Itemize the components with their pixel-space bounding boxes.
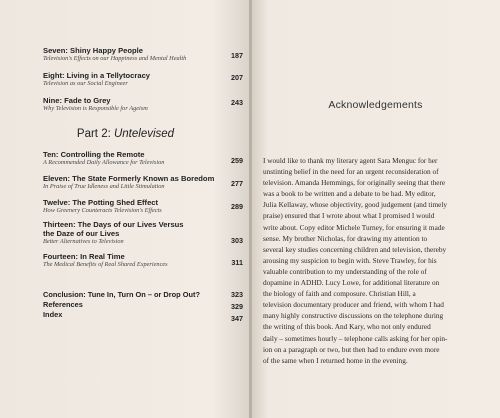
body-line: arousing my suspicion to begin with. Steve Trawley, for his <box>263 255 437 265</box>
toc-backmatter-entry <box>43 300 243 310</box>
acknowledgements-body <box>263 155 493 366</box>
book-spine <box>249 0 252 418</box>
part-heading <box>0 128 251 140</box>
toc-entry-title: Thirteen: The Days of our Lives Versus <box>43 220 184 229</box>
part-heading-title: Untelevised <box>113 128 175 140</box>
toc-entry-page: 329 <box>231 302 243 311</box>
toc-entry-page: 187 <box>231 51 243 60</box>
toc-entry-subtitle: In Praise of True Idleness and Little Stimulation <box>43 183 165 190</box>
body-line: several key studies concerning children and television, thereby <box>263 244 447 254</box>
toc-entry-page: 311 <box>231 258 243 267</box>
body-line: sense. My brother Nicholas, for drawing my attention to <box>263 233 428 243</box>
part-heading-label: Part 2: <box>76 128 114 140</box>
toc-entry-title: References <box>43 300 83 309</box>
toc-entry <box>43 150 243 167</box>
body-line: the biology of faith and composure. Christian Hill, a <box>263 289 416 299</box>
toc-entry-title: Fourteen: In Real Time <box>43 252 125 261</box>
body-line: television. Amanda Hemmings, for originally seeing that there <box>263 178 446 188</box>
toc-entry <box>43 71 243 88</box>
toc-entry <box>43 198 243 215</box>
toc-entry-title: Nine: Fade to Grey <box>43 96 111 105</box>
body-line: many highly constructive discussions on the telephone during <box>263 311 444 321</box>
toc-entry-title: Eight: Living in a Tellytocracy <box>43 71 151 80</box>
toc-entry-page: 259 <box>231 156 243 165</box>
body-line: daily – sometimes hourly – telephone calls asking for her opin- <box>263 333 448 343</box>
toc-entry-subtitle: Better Alternatives to Television <box>43 238 124 245</box>
toc-entry-page: 323 <box>231 290 243 299</box>
toc-entry-title: Conclusion: Tune In, Turn On – or Drop Out? <box>43 290 200 299</box>
body-line: dopamine in ADHD. Lucy Lowe, for additional literature on <box>263 278 440 288</box>
toc-entry-title: Twelve: The Potting Shed Effect <box>43 198 159 207</box>
toc-entry-page: 289 <box>231 202 243 211</box>
toc-entry-title: Eleven: The State Formerly Known as Boredom <box>43 174 215 183</box>
toc-entry-page: 243 <box>231 98 243 107</box>
toc-entry-page: 347 <box>231 314 243 323</box>
toc-entry-title-continued: the Daze of our Lives <box>43 229 120 238</box>
toc-entry-subtitle: Television's Effects on our Happiness and Mental Health <box>43 55 187 62</box>
body-line: praise) ensured that I wrote about what I promised I would <box>263 211 435 221</box>
toc-entry <box>43 174 243 191</box>
toc-entry-subtitle: A Recommended Daily Allowance for Television <box>43 159 165 166</box>
toc-entry-title: Ten: Controlling the Remote <box>43 150 145 159</box>
acknowledgements-heading: Acknowledgements <box>328 99 423 111</box>
toc-entry-subtitle: The Medical Benefits of Real Shared Experiences <box>43 261 168 268</box>
toc-entry-page: 207 <box>231 73 243 82</box>
body-line: I would like to thank my literary agent Sara Menguc for her <box>263 156 438 165</box>
toc-entry <box>43 46 243 63</box>
body-line: television documentary producer and friend, with whom I had <box>263 300 444 310</box>
toc-backmatter-entry <box>43 310 243 323</box>
toc-entry-page: 277 <box>231 179 243 188</box>
toc-backmatter-entry <box>43 290 243 300</box>
toc-entry-subtitle: Television as our Social Engineer <box>43 80 128 87</box>
body-line: write about. Copy editor Michele Turney, for ensuring it made <box>263 222 445 232</box>
body-line: valuable contribution to my understanding of the role of <box>263 266 427 276</box>
body-line: ion on a paragraph or two, but then had to endure even more <box>263 344 440 354</box>
toc-entry-page: 303 <box>231 236 243 245</box>
toc-entry <box>43 220 243 246</box>
body-line: Julia Kellaway, whose objectivity, good judgement (and timely <box>263 200 448 210</box>
toc-entry <box>43 96 243 113</box>
body-line: was a book to be written and a debate to be had. My editor, <box>263 189 436 199</box>
toc-entry-subtitle: Why Television is Responsible for Ageism <box>43 105 148 112</box>
toc-entry-subtitle: How Greenery Counteracts Television's Effects <box>43 207 162 214</box>
body-line: unstinting belief in the need for an urgent reconsideration of <box>263 167 439 177</box>
toc-entry-title: Index <box>43 310 63 319</box>
body-line: the writing of this book. And Kary, who not only endured <box>263 322 431 332</box>
toc-entry <box>43 252 243 269</box>
toc-entry-title: Seven: Shiny Happy People <box>43 46 144 55</box>
body-line: of the same when I returned home in the evening. <box>263 355 408 365</box>
